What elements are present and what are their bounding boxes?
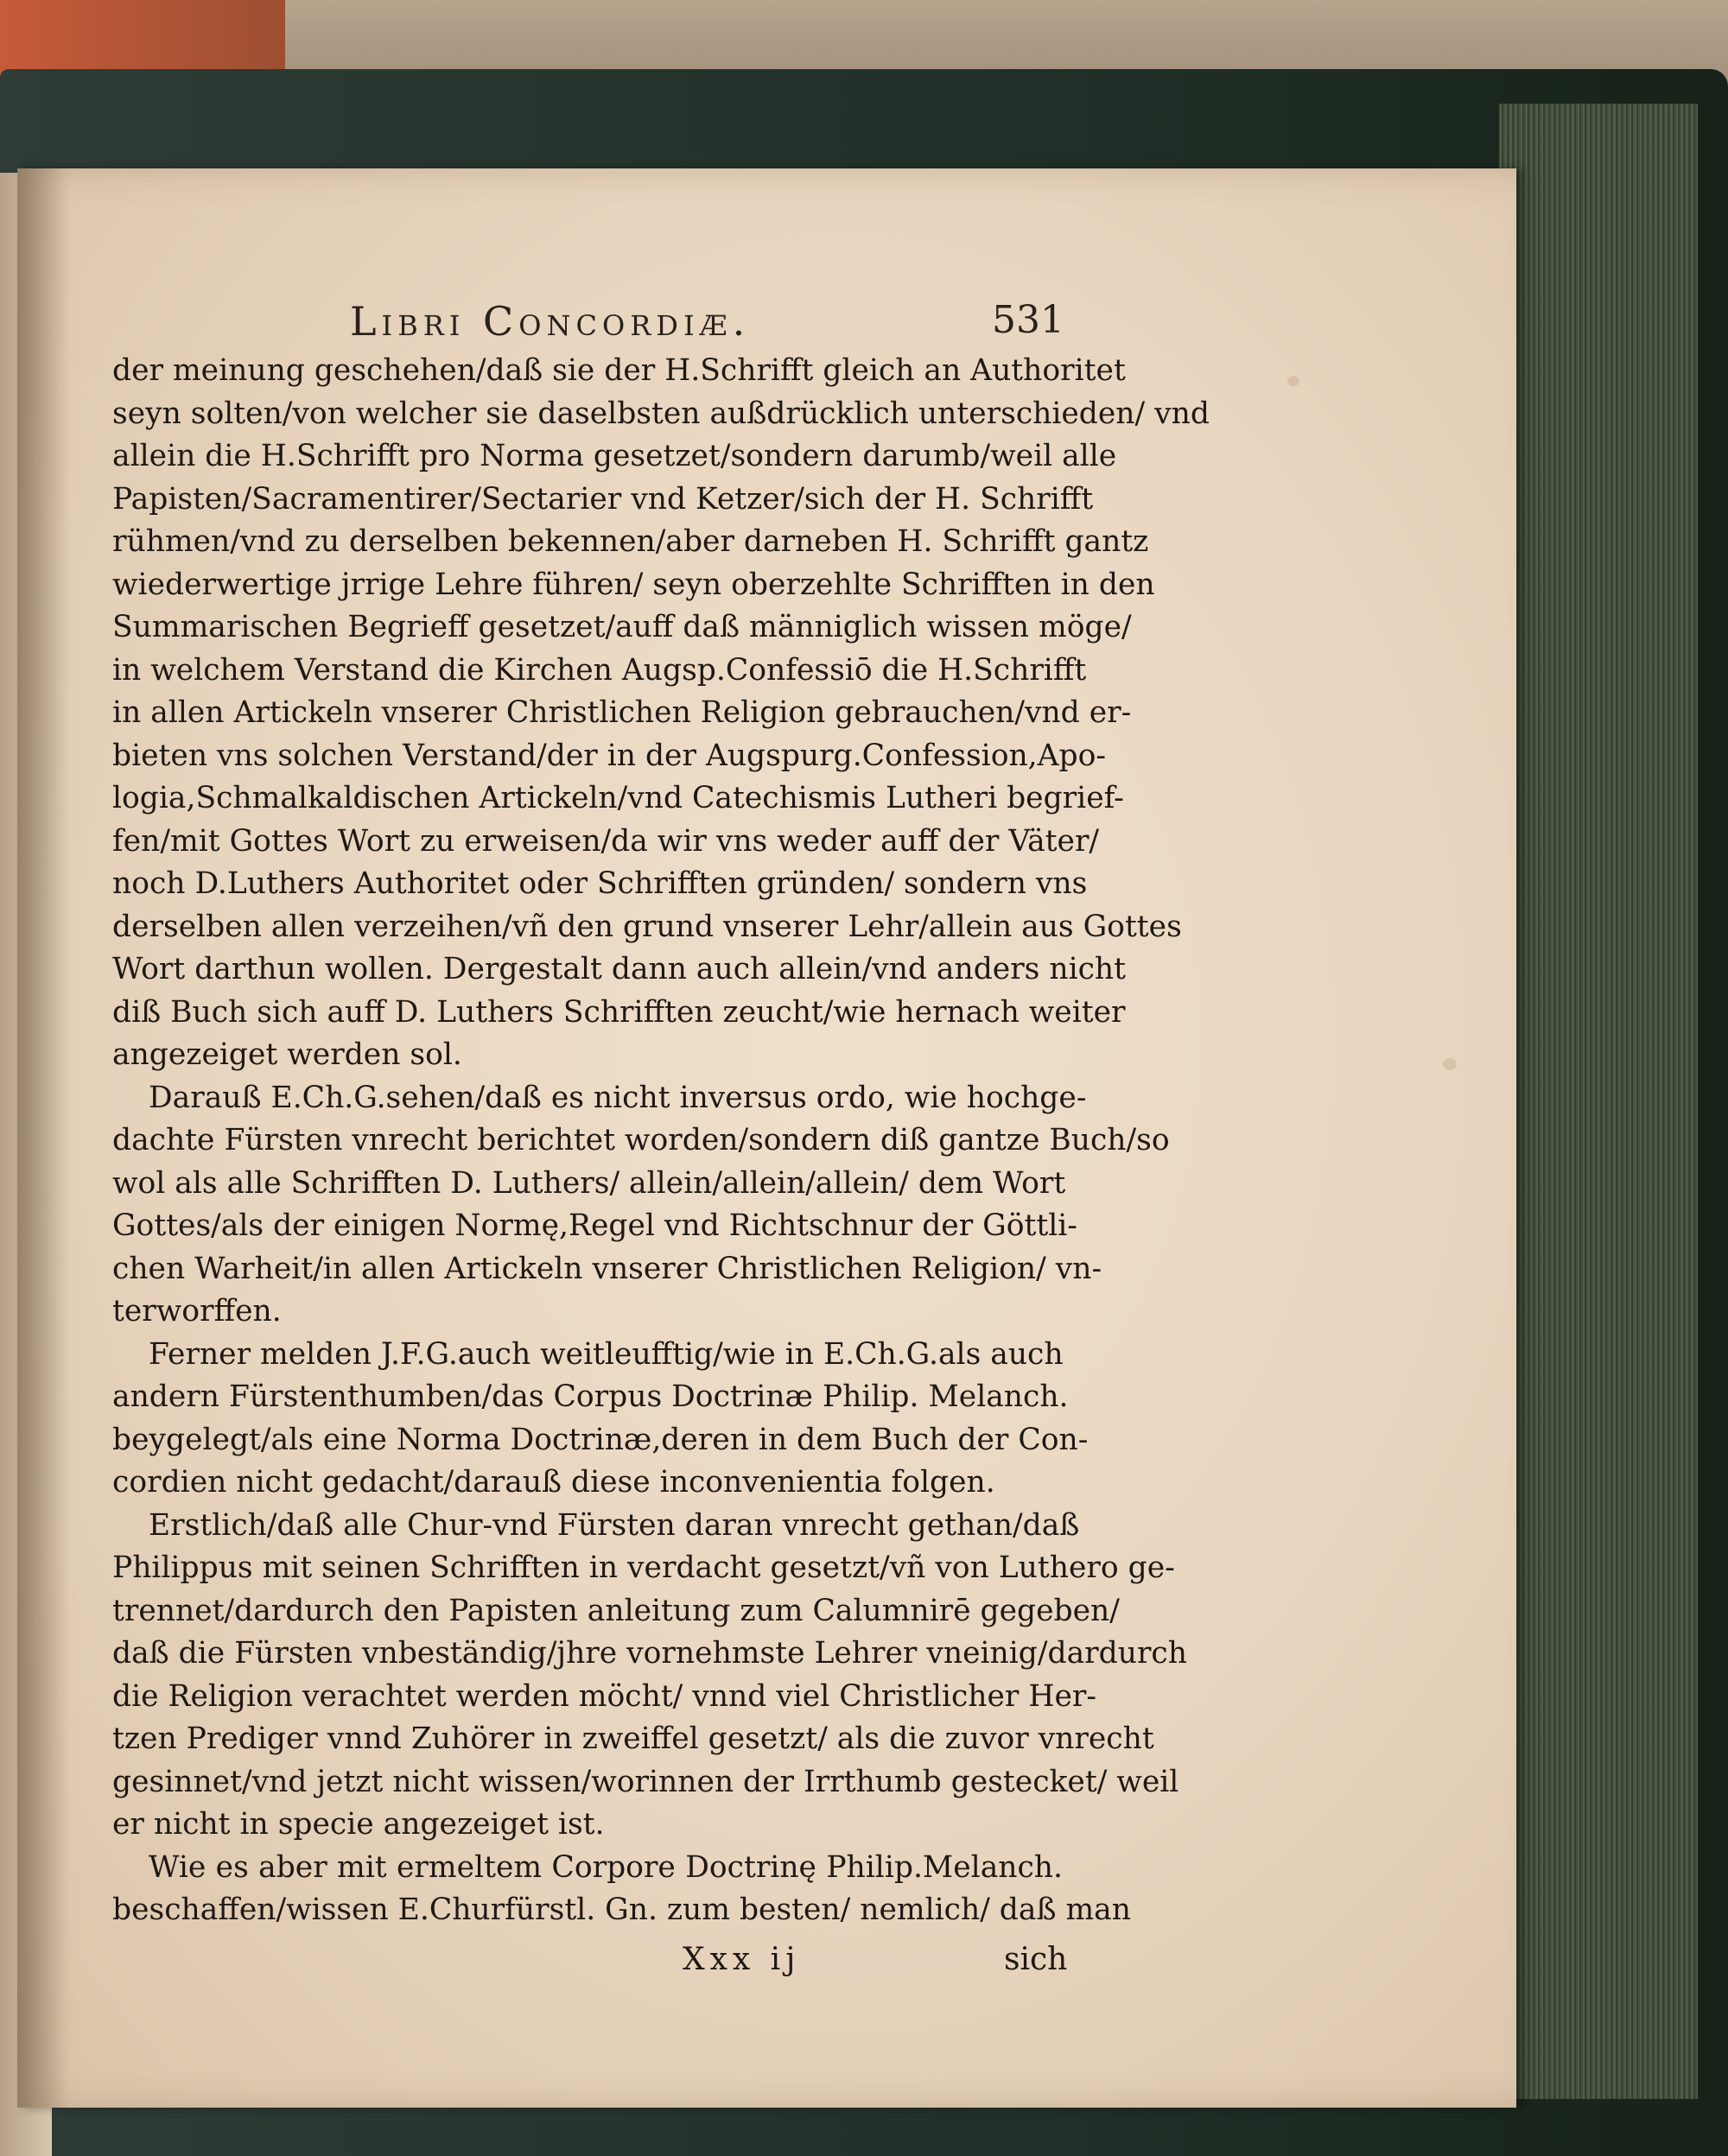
text-line: der meinung geschehen/daß sie der H.Schrifft gleich an Authoritet (112, 353, 1126, 388)
text-line: wol als alle Schrifften D. Luthers/ allein/allein/allein/ dem Wort (112, 1165, 1066, 1201)
text-line: angezeiget werden sol. (112, 1037, 462, 1072)
catchword: sich (1004, 1942, 1068, 1977)
text-line: diß Buch sich auff D. Luthers Schrifften zeucht/wie hernach weiter (112, 994, 1126, 1030)
text-line: beschaffen/wissen E.Churfürstl. Gn. zum besten/ nemlich/ daß man (112, 1893, 1131, 1927)
page-block-edges (1499, 104, 1698, 2099)
text-line: in welchem Verstand die Kirchen Augsp.Confessiō die H.Schrifft (112, 652, 1087, 688)
page-gutter (17, 168, 69, 2108)
text-line: noch D.Luthers Authoritet oder Schrifften gründen/ sondern vns (112, 866, 1088, 901)
foxing-spot (1443, 1058, 1457, 1070)
paragraph-start-line: Wie es aber mit ermeltem Corpore Doctrinę Philip.Melanch. (149, 1849, 1063, 1885)
text-line: seyn solten/von welcher sie daselbsten außdrücklich unterschieden/ vnd (112, 396, 1210, 431)
text-line: allein die H.Schrifft pro Norma gesetzet/sondern darumb/weil alle (112, 439, 1117, 473)
text-line: terworffen. (112, 1294, 282, 1328)
paragraph-start-line: Erstlich/daß alle Chur-vnd Fürsten daran vnrecht gethan/daß (149, 1507, 1080, 1543)
foxing-spot (1287, 376, 1299, 386)
text-line: andern Fürstenthumben/das Corpus Doctrinæ Philip. Melanch. (112, 1379, 1069, 1414)
text-line: wiederwertige jrrige Lehre führen/ seyn oberzehlte Schrifften in den (112, 567, 1155, 602)
text-line: die Religion verachtet werden möcht/ vnnd viel Christlicher Her- (112, 1678, 1097, 1714)
paragraph-start-line: Darauß E.Ch.G.sehen/daß es nicht inversus ordo, wie hochge- (149, 1080, 1087, 1115)
text-line: er nicht in specie angezeiget ist. (112, 1807, 605, 1842)
signature-mark: Xxx ij (683, 1942, 801, 1977)
page-number: 531 (992, 298, 1064, 342)
text-line: tzen Prediger vnnd Zuhörer in zweiffel gesetzt/ als die zuvor vnrecht (112, 1722, 1154, 1756)
text-line: Gottes/als der einigen Normę,Regel vnd Richtschnur der Göttli- (112, 1208, 1077, 1243)
text-line: beygelegt/als eine Norma Doctrinæ,deren in dem Buch der Con- (112, 1422, 1089, 1457)
text-line: Summarischen Begrieff gesetzet/auff daß männiglich wissen möge/ (112, 610, 1132, 644)
text-line: trennet/dardurch den Papisten anleitung zum Calumnirē gegeben/ (112, 1593, 1120, 1628)
text-line: cordien nicht gedacht/darauß diese inconvenientia folgen. (112, 1465, 995, 1500)
text-line: daß die Fürsten vnbeständig/jhre vornehmste Lehrer vneinig/dardurch (112, 1636, 1187, 1671)
text-line: dachte Fürsten vnrecht berichtet worden/sondern diß gantze Buch/so (112, 1123, 1170, 1157)
text-line: fen/mit Gottes Wort zu erweisen/da wir vns weder auff der Väter/ (112, 823, 1100, 859)
text-line: bieten vns solchen Verstand/der in der Augspurg.Confession,Apo- (112, 738, 1107, 773)
text-line: Papisten/Sacramentirer/Sectarier vnd Ketzer/sich der H. Schrifft (112, 481, 1094, 517)
paragraph-start-line: Ferner melden J.F.G.auch weitleufftig/wie in E.Ch.G.als auch (149, 1336, 1064, 1372)
text-line: Philippus mit seinen Schrifften in verdacht gesetzt/vñ von Luthero ge- (112, 1550, 1175, 1585)
text-line: Wort darthun wollen. Dergestalt dann auch allein/vnd anders nicht (112, 952, 1127, 986)
body-text (112, 350, 1210, 1932)
text-line: chen Warheit/in allen Artickeln vnserer Christlichen Religion/ vn- (112, 1251, 1102, 1286)
text-line: derselben allen verzeihen/vñ den grund vnserer Lehr/allein aus Gottes (112, 909, 1182, 944)
text-line: in allen Artickeln vnserer Christlichen Religion gebrauchen/vnd er- (112, 695, 1132, 730)
text-line: logia,Schmalkaldischen Artickeln/vnd Catechismis Lutheri begrief- (112, 781, 1124, 815)
running-head: Libri Concordiæ. (350, 298, 751, 345)
text-line: rühmen/vnd zu derselben bekennen/aber darneben H. Schrifft gantz (112, 524, 1149, 559)
text-line: gesinnet/vnd jetzt nicht wissen/worinnen der Irrthumb gestecket/ weil (112, 1764, 1179, 1799)
